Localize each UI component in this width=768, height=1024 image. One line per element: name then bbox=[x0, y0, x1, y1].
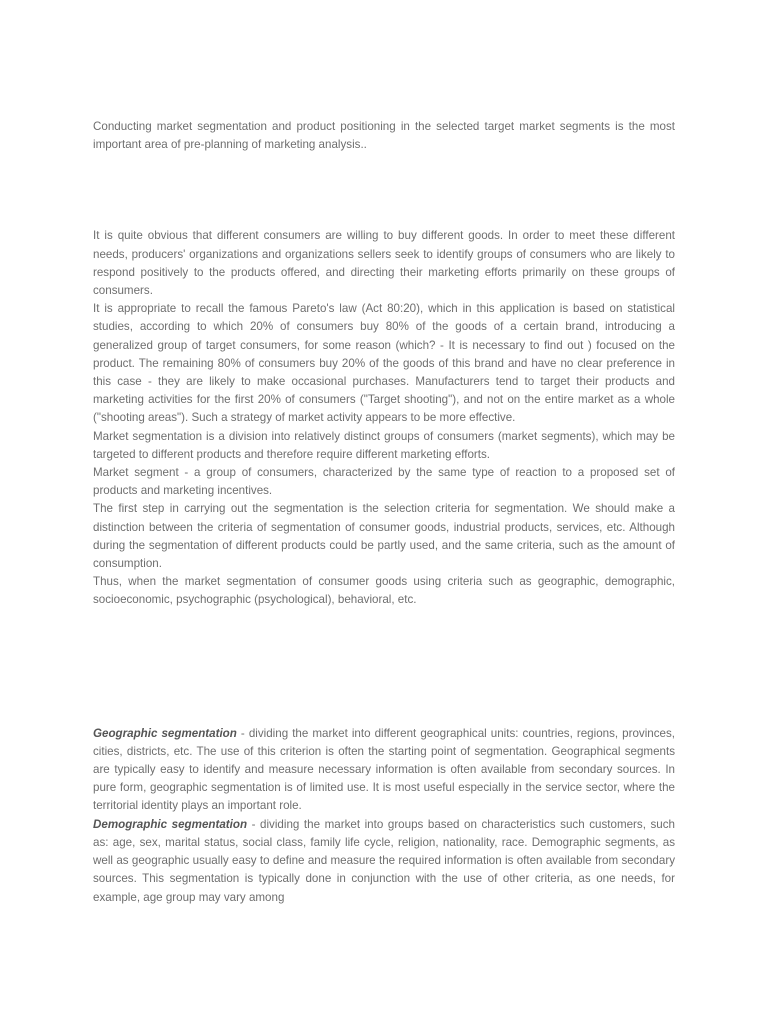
body-paragraph: It is quite obvious that different consumers are willing to buy different goods. In order to meet these different needs, producers' organizations and organizations sellers seek to identify groups of consumers who are likely to respond positively to the products offered, and directing their marketing efforts primarily on these groups of consumers. bbox=[93, 229, 675, 298]
section-spacer bbox=[93, 610, 675, 725]
intro-paragraph: Conducting market segmentation and product positioning in the selected target market segments is the most important area of pre-planning of marketing analysis.. bbox=[93, 120, 675, 152]
document-page bbox=[93, 118, 675, 907]
body-paragraph: Market segmentation is a division into relatively distinct groups of consumers (market segments), which may be targeted to different products and therefore require different marketing efforts. bbox=[93, 429, 675, 461]
segment-paragraph-geographic bbox=[93, 725, 675, 816]
body-paragraph: Market segment - a group of consumers, characterized by the same type of reaction to a proposed set of products and marketing incentives. bbox=[93, 466, 675, 498]
segment-term: Demographic segmentation bbox=[93, 817, 248, 831]
body-paragraph: Thus, when the market segmentation of consumer goods using criteria such as geographic, demographic, socioeconomic, psychographic (psychological), behavioral, etc. bbox=[93, 575, 675, 607]
body-paragraph: The first step in carrying out the segmentation is the selection criteria for segmentation. We should make a distinction between the criteria of segmentation of consumer goods, industrial products, services, etc. Although during the segmentation of different products could be partly used, and the same criteria, such as the amount of consumption. bbox=[93, 502, 675, 571]
body-paragraph: It is appropriate to recall the famous Pareto's law (Act 80:20), which in this application is based on statistical studies, according to which 20% of consumers buy 80% of the goods of a certain brand, introducing a generalized group of target consumers, for some reason (which? - It is necessary to find out ) focused on the product. The remaining 80% of consumers buy 20% of the goods of this brand and have no clear preference in this case - they are likely to make occasional purchases. Manufacturers tend to target their products and marketing activities for the first 20% of consumers ("Target shooting"), and not on the entire market as a whole ("shooting areas"). Such a strategy of market activity appears to be more effective. bbox=[93, 302, 675, 425]
segment-description: - dividing the market into different geographical units: countries, regions, provinces, cities, districts, etc. The use of this criterion is often the starting point of segmentation. Geographical segments are typically easy to identify and measure necessary information is often available from secondary sources. In pure form, geographic segmentation is of limited use. It is most useful especially in the service sector, where the territorial identity plays an important role. bbox=[93, 726, 675, 813]
segment-description: - dividing the market into groups based on characteristics such customers, such as: age, sex, marital status, social class, family life cycle, religion, nationality, race. Demographic segments, as well as geographic usually easy to define and measure the required information is often available from secondary sources. This segmentation is typically done in conjunction with the use of other criteria, as one needs, for example, age group may vary among bbox=[93, 817, 675, 904]
segment-term: Geographic segmentation bbox=[93, 726, 237, 740]
segment-paragraph-demographic bbox=[93, 816, 675, 907]
